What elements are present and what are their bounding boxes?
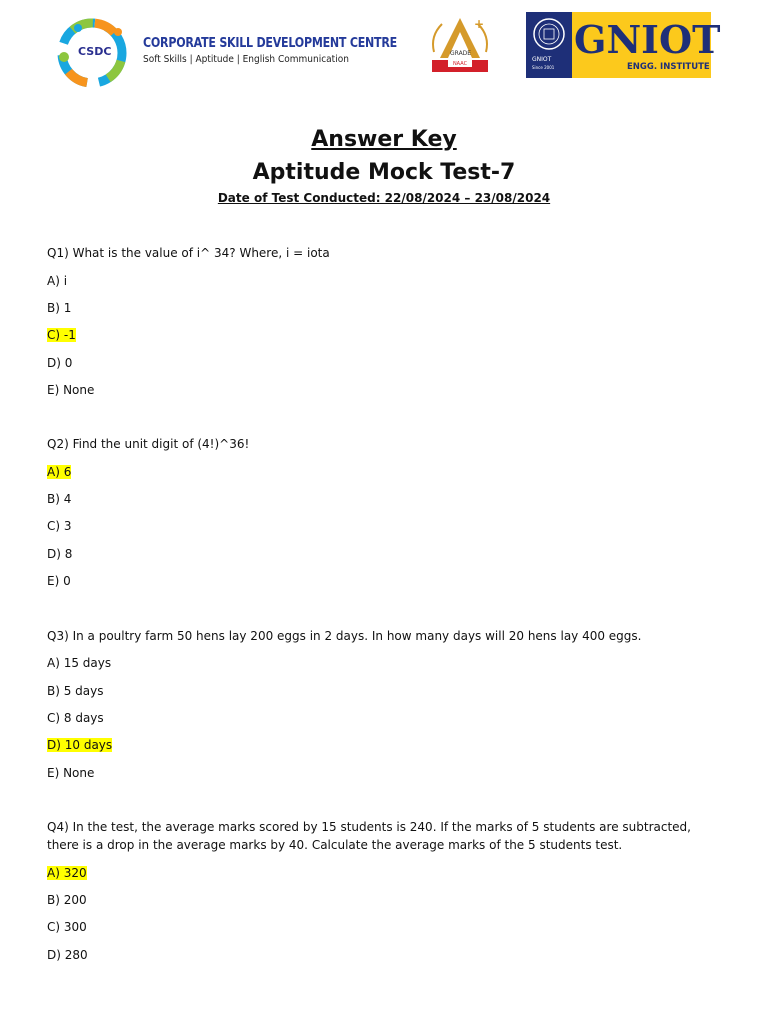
option: D) 8	[47, 547, 73, 561]
option: B) 5 days	[47, 684, 104, 698]
svg-text:+: +	[474, 17, 485, 31]
option: B) 200	[47, 893, 87, 907]
gniot-seal-icon	[526, 12, 572, 56]
question-text: Q3) In a poultry farm 50 hens lay 200 eggs in 2 days. In how many days will 20 hens lay 400 eggs.	[47, 629, 642, 643]
option: A) 15 days	[47, 656, 112, 670]
gniot-name: GNIOT	[574, 17, 721, 62]
option: C) 3	[47, 519, 72, 533]
question-text: Q1) What is the value of i^ 34? Where, i = iota	[47, 246, 330, 260]
option: B) 1	[47, 301, 72, 315]
doc-subtitle: Aptitude Mock Test-7	[252, 160, 516, 185]
option: B) 4	[47, 492, 72, 506]
option: E) None	[47, 383, 95, 397]
correct-option: C) -1	[47, 328, 76, 342]
csdc-logo	[48, 12, 403, 94]
option: A) i	[47, 274, 68, 288]
option: D) 0	[47, 356, 73, 370]
option: E) 0	[47, 574, 71, 588]
test-date: Date of Test Conducted: 22/08/2024 – 23/08/2024	[217, 191, 551, 205]
gniot-emblem-name: GNIOT	[532, 56, 552, 63]
correct-option: D) 10 days	[47, 738, 113, 752]
doc-title: Answer Key	[311, 127, 457, 152]
option: D) 280	[47, 948, 88, 962]
gniot-subtitle: ENGG. INSTITUTE	[627, 62, 710, 72]
correct-option: A) 6	[47, 465, 72, 479]
csdc-abbreviation: CSDC	[78, 45, 112, 58]
option: C) 8 days	[47, 711, 104, 725]
question-text: Q4) In the test, the average marks scored by 15 students is 240. If the marks of 5 students are subtracted, there is a drop in the average marks by 40. Calculate the average marks of the 5 students test.	[47, 820, 691, 852]
csdc-tagline: Soft Skills | Aptitude | English Communication	[143, 54, 349, 65]
question-text: Q2) Find the unit digit of (4!)^36!	[47, 437, 250, 451]
naac-grade-badge-icon	[428, 14, 492, 76]
correct-option: A) 320	[47, 866, 87, 880]
option: E) None	[47, 766, 95, 780]
gniot-logo	[526, 12, 721, 78]
naac-grade-label: GRADE	[450, 50, 472, 57]
header	[0, 0, 768, 100]
csdc-title: CORPORATE SKILL DEVELOPMENT CENTRE	[143, 35, 397, 51]
naac-label: NAAC	[452, 61, 468, 67]
option: C) 300	[47, 920, 87, 934]
gniot-emblem	[526, 12, 572, 78]
gniot-emblem-since: Since 2001	[532, 65, 555, 70]
